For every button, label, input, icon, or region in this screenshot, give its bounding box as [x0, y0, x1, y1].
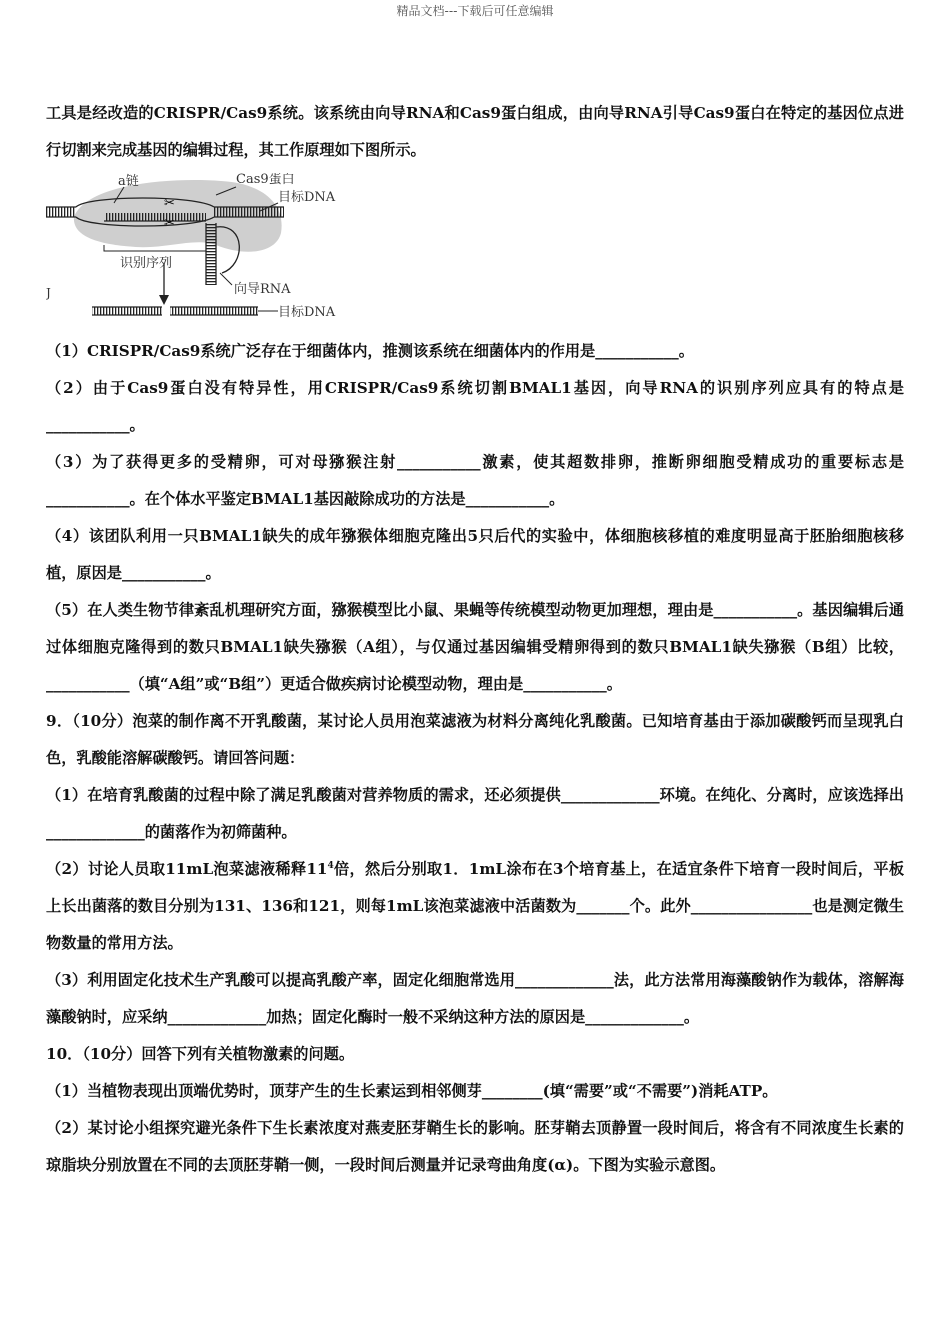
page-header: 精品文档---下载后可任意编辑 — [396, 4, 554, 18]
label-target-dna-top: 目标DNA — [278, 190, 336, 205]
scissors-icon-top: ✂ — [164, 196, 175, 211]
question-8-5: （5）在人类生物节律紊乱机理研究方面，猕猴模型比小鼠、果蝇等传统模型动物更加理想，理由是___________。基因编辑后通过体细胞克隆得到的数只BMAL1缺失猕猴（A组），与仅通过基因编辑受精卵得到的数只BMAL1缺失猕猴（B组）比较，___________（填“A组”或“B组”）更适合做疾病讨论模型动物，理由是___________。 — [46, 601, 904, 693]
question-8-2: （2）由于Cas9蛋白没有特异性，用CRISPR/Cas9系统切割BMAL1基因，向导RNA的识别序列应具有的特点是___________。 — [46, 379, 904, 434]
cut-dna-left — [92, 307, 162, 315]
question-10-stem: 10．（10分）回答下列有关植物激素的问题。 — [46, 1045, 355, 1063]
question-8-3: （3）为了获得更多的受精卵，可对母猕猴注射___________激素，使其超数排卵，推断卵细胞受精成功的重要标志是___________。在个体水平鉴定BMAL1基因敲除成功的方法是___________。 — [46, 453, 904, 508]
guide-rna-stem — [206, 223, 216, 285]
question-9-3: （3）利用固定化技术生产乳酸可以提高乳酸产率，固定化细胞常选用_____________法，此方法常用海藻酸钠作为载体，溶解海藻酸钠时，应采纳_____________加热；固定化酶时一般不采纳这种方法的原因是_____________。 — [46, 971, 904, 1026]
label-target-dna-bottom: 目标DNA — [278, 305, 336, 320]
intro-paragraph: 工具是经改造的CRISPR/Cas9系统。该系统由向导RNA和Cas9蛋白组成，由向导RNA引导Cas9蛋白在特定的基因位点进行切割来完成基因的编辑过程，其工作原理如下图所示。 — [46, 104, 904, 159]
dna-left-rungs — [46, 207, 76, 217]
question-9-1: （1）在培育乳酸菌的过程中除了满足乳酸菌对营养物质的需求，还必须提供_____________环境。在纯化、分离时，应该选择出_____________的菌落作为初筛菌种。 — [46, 786, 904, 841]
question-10-2: （2）某讨论小组探究避光条件下生长素浓度对燕麦胚芽鞘生长的影响。胚芽鞘去顶静置一段时间后，将含有不同浓度生长素的琼脂块分别放置在不同的去顶胚芽鞘一侧，一段时间后测量并记录弯曲角度(α)。下图为实验示意图。 — [46, 1119, 904, 1174]
recognition-pairing — [106, 213, 206, 221]
label-guide-rna: 向导RNA — [234, 282, 291, 297]
crispr-diagram-svg — [46, 173, 386, 333]
dna-right-rungs — [214, 207, 284, 217]
margin-mark: J — [46, 286, 51, 300]
arrow-down-icon — [159, 295, 169, 305]
question-9-stem: 9．（10分）泡菜的制作离不开乳酸菌，某讨论人员用泡菜滤液为材料分离纯化乳酸菌。已知培育基由于添加碳酸钙而呈现乳白色，乳酸能溶解碳酸钙。请回答问题： — [46, 712, 904, 767]
document-body — [46, 95, 904, 1184]
question-10-1: （1）当植物表现出顶端优势时，顶芽产生的生长素运到相邻侧芽________(填“需要”或“不需要”)消耗ATP。 — [46, 1082, 778, 1100]
question-8-1: （1）CRISPR/Cas9系统广泛存在于细菌体内，推测该系统在细菌体内的作用是___________。 — [46, 342, 694, 360]
question-9-2 — [46, 851, 904, 962]
label-recognition: 识别序列 — [120, 256, 173, 271]
q9-p2-part-a: （2）讨论人员取11mL泡菜滤液稀释11 — [46, 860, 328, 878]
q9-p2-part-b: 倍，然后分别取1．1mL涂布在3个培育基上，在适宜条件下培育一段时间后，平板上长出菌落的数目分别为131、136和121，则每1mL该泡菜滤液中活菌数为_______个。此外________________也是测定微生物数量的常用方法。 — [46, 860, 905, 952]
scissors-icon-bottom: ✂ — [164, 216, 175, 231]
cut-dna-right — [170, 307, 258, 315]
label-cas9: Cas9蛋白 — [236, 173, 295, 187]
crispr-diagram — [46, 173, 904, 333]
q9-p2-superscript: 4 — [327, 860, 334, 871]
label-a-chain: a链 — [118, 174, 139, 189]
question-8-4: （4）该团队利用一只BMAL1缺失的成年猕猴体细胞克隆出5只后代的实验中，体细胞核移植的难度明显高于胚胎细胞核移植，原因是___________。 — [46, 527, 904, 582]
